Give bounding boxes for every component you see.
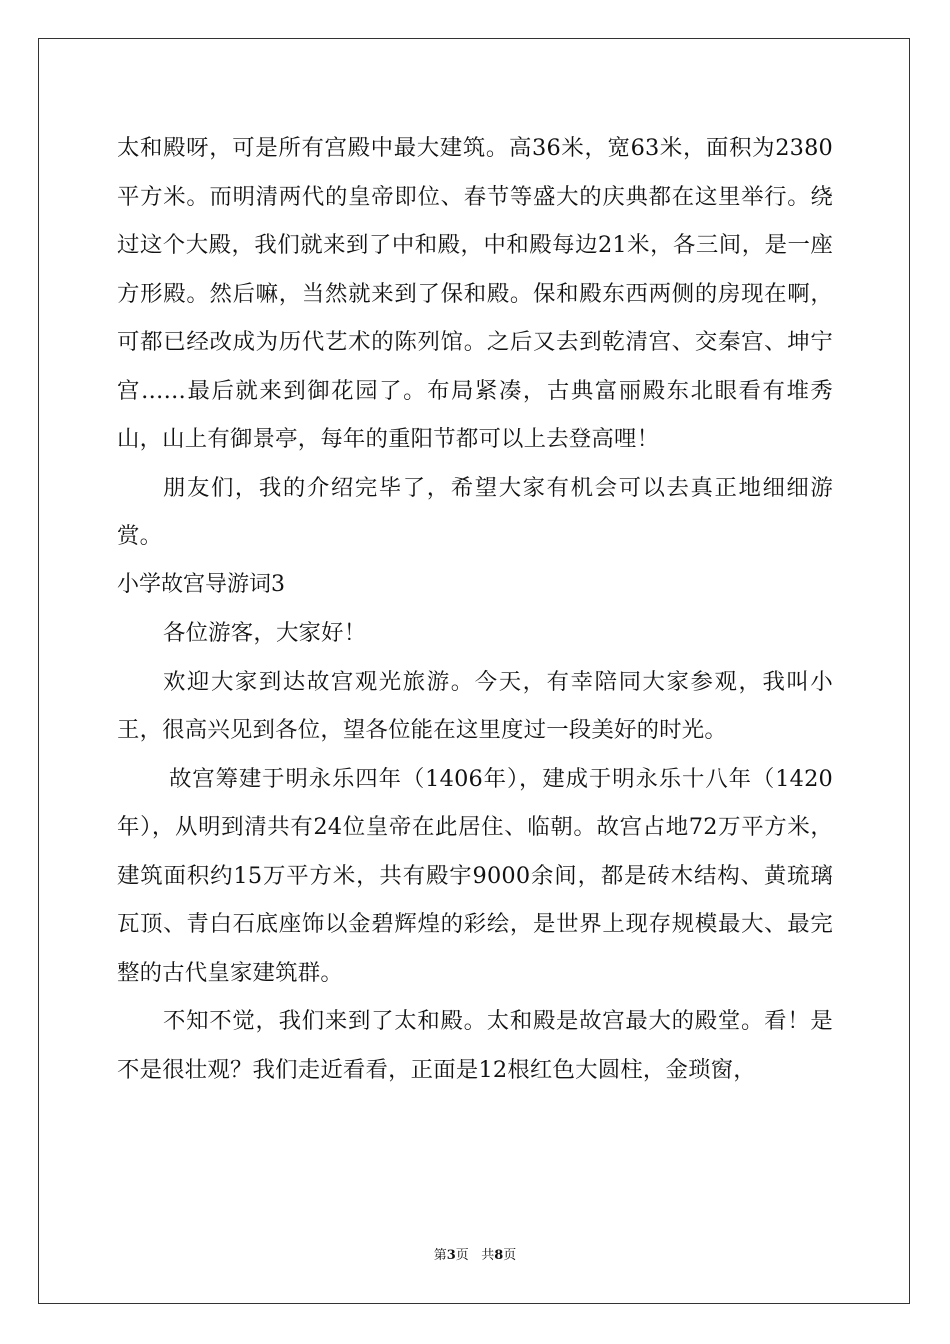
page-footer	[0, 1247, 950, 1265]
paragraph-closing: 朋友们，我的介绍完毕了，希望大家有机会可以去真正地细细游赏。	[117, 474, 833, 549]
paragraph-history: 故宫筹建于明永乐四年（1406年），建成于明永乐十八年（1420年），从明到清共有24位皇帝在此居住、临朝。故宫占地72万平方米，建筑面积约15万平方米，共有殿宇9000余间，都是砖木结构、黄琉璃瓦顶、青白石底座饰以金碧辉煌的彩绘，是世界上现存规模最大、最完整的古代皇家建筑群。	[117, 765, 833, 986]
page-prefix: 第	[433, 1248, 447, 1263]
paragraph-welcome: 欢迎大家到达故宫观光旅游。今天，有幸陪同大家参观，我叫小王，很高兴见到各位，望各位能在这里度过一段美好的时光。	[117, 668, 833, 743]
page-number: 3	[446, 1248, 456, 1263]
document-body	[117, 124, 833, 1094]
section-heading: 小学故宫导游词3	[117, 571, 285, 597]
total-pages: 8	[494, 1248, 504, 1263]
paragraph-continuation: 太和殿呀，可是所有宫殿中最大建筑。高36米，宽63米，面积为2380平方米。而明清两代的皇帝即位、春节等盛大的庆典都在这里举行。绕过这个大殿，我们就来到了中和殿，中和殿每边21米，各三间，是一座方形殿。然后嘛，当然就来到了保和殿。保和殿东西两侧的房现在啊，可都已经改成为历代艺术的陈列馆。之后又去到乾清宫、交秦宫、坤宁宫……最后就来到御花园了。布局紧凑，古典富丽殿东北眼看有堆秀山，山上有御景亭，每年的重阳节都可以上去登高哩！	[117, 135, 833, 452]
page-suffix: 页	[455, 1248, 469, 1263]
paragraph-taihe-hall: 不知不觉，我们来到了太和殿。太和殿是故宫最大的殿堂。看！是不是很壮观？我们走近看看，正面是12根红色大圆柱，金琐窗，	[117, 1008, 833, 1083]
total-suffix: 页	[503, 1248, 517, 1263]
paragraph-greeting: 各位游客，大家好！	[163, 620, 367, 646]
total-prefix: 共	[481, 1248, 495, 1263]
